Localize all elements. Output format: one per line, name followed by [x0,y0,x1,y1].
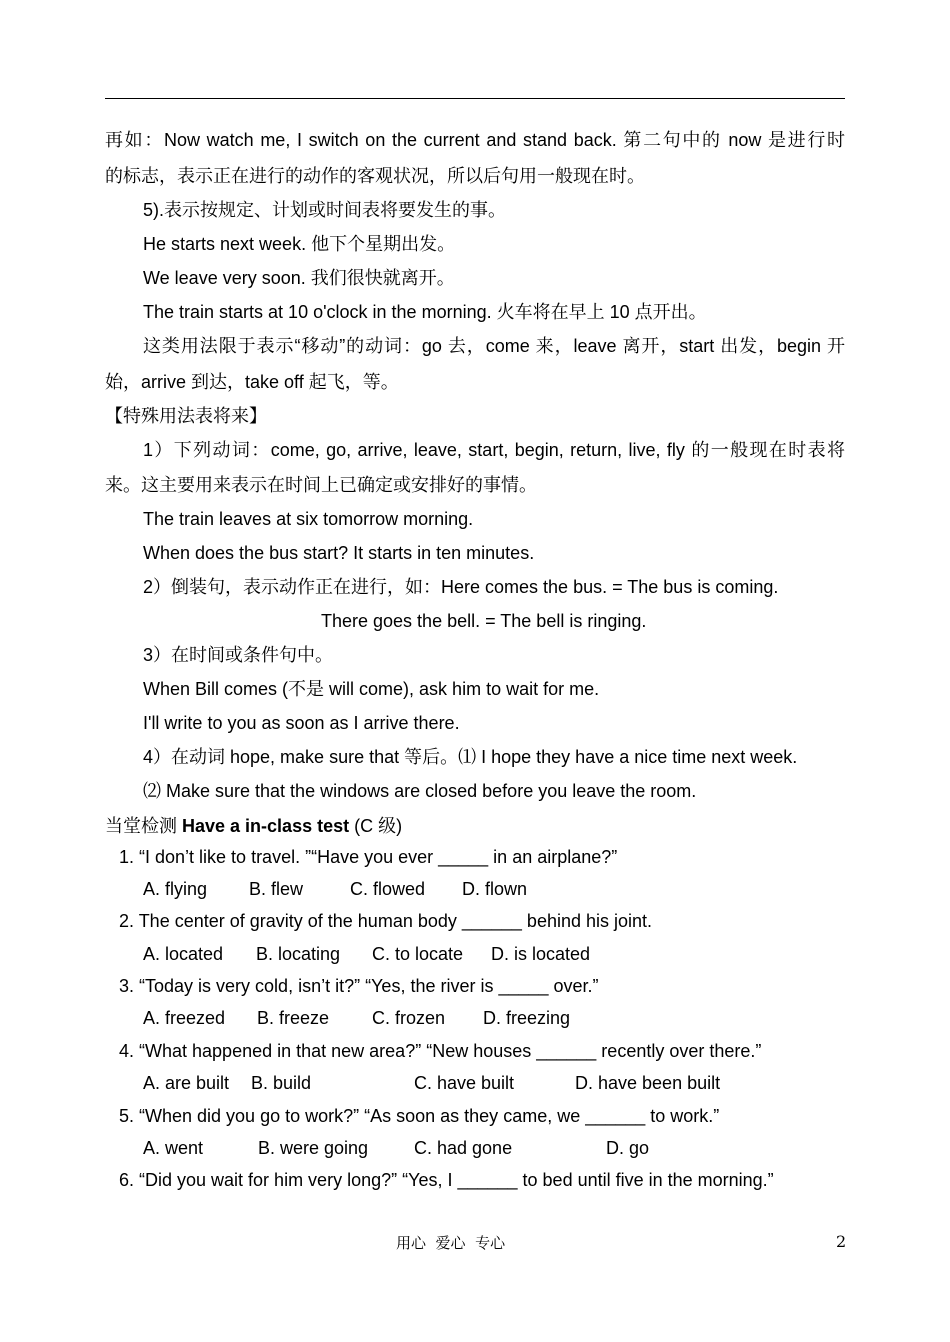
example-sentence: When Bill comes (不是 will come), ask him to wait for me. [143,679,600,699]
example-sentence: He starts next week. 他下个星期出发。 [143,234,456,254]
option-b: B. freeze [257,1008,330,1028]
paragraph-line: ⑵ Make sure that the windows are closed before you leave the room. [143,781,697,801]
section-heading: 【特殊用法表将来】 [105,406,267,426]
test-title-en: Have a in-class test [182,816,350,836]
paragraph-line: 5).表示按规定、计划或时间表将要发生的事。 [143,200,507,220]
option-b: B. flew [249,879,304,899]
option-d: D. flown [462,879,528,899]
paragraph-line: 始，arrive 到达，take off 起飞，等。 [105,372,399,392]
paragraph-line: 1）下列动词：come, go, arrive, leave, start, begin, return, live, fly 的一般现在时表将 [143,440,845,460]
paragraph-line: 2）倒装句，表示动作正在进行，如：Here comes the bus. = The bus is coming. [143,577,779,597]
option-a: A. went [143,1138,204,1158]
paragraph-line: 来。这主要用来表示在时间上已确定或安排好的事情。 [105,475,537,495]
question-stem: 6. “Did you wait for him very long?” “Yes, I ______ to bed until five in the morning.” [119,1170,774,1190]
option-a: A. located [143,944,224,964]
option-d: D. freezing [483,1008,571,1028]
example-sentence: There goes the bell. = The bell is ringing. [321,611,647,631]
option-d: D. have been built [575,1073,721,1093]
test-title-cn: 当堂检测 [105,816,183,836]
paragraph-line: 3）在时间或条件句中。 [143,645,334,665]
option-c: C. to locate [372,944,464,964]
paragraph-line: 再如：Now watch me, I switch on the current and stand back. 第二句中的 now 是进行时 [105,130,845,150]
question-stem: 1. “I don’t like to travel. ”“Have you ever _____ in an airplane?” [119,847,618,867]
option-c: C. had gone [414,1138,513,1158]
test-title [105,814,402,838]
option-a: A. are built [143,1073,230,1093]
question-stem: 3. “Today is very cold, isn’t it?” “Yes, the river is _____ over.” [119,976,599,996]
option-a: A. freezed [143,1008,226,1028]
question-stem: 5. “When did you go to work?” “As soon as they came, we ______ to work.” [119,1106,720,1126]
paragraph-line: 4）在动词 hope, make sure that 等后。⑴ I hope they have a nice time next week. [143,747,798,767]
option-d: D. go [606,1138,650,1158]
option-b: B. locating [256,944,341,964]
example-sentence: The train starts at 10 o'clock in the morning. 火车将在早上 10 点开出。 [143,302,707,322]
option-d: D. is located [491,944,591,964]
question-stem: 2. The center of gravity of the human body ______ behind his joint. [119,911,653,931]
example-sentence: We leave very soon. 我们很快就离开。 [143,268,455,288]
paragraph-line: 这类用法限于表示“移动”的动词：go 去，come 来，leave 离开，start 出发，begin 开 [143,336,845,356]
option-b: B. build [251,1073,312,1093]
test-title-level: (C 级) [349,816,403,836]
example-sentence: When does the bus start? It starts in ten minutes. [143,543,535,563]
option-c: C. have built [414,1073,515,1093]
header-rule [105,98,845,99]
option-a: A. flying [143,879,208,899]
option-b: B. were going [258,1138,369,1158]
paragraph-line: 的标志，表示正在进行的动作的客观状况，所以后句用一般现在时。 [105,166,645,186]
option-c: C. flowed [350,879,426,899]
page-number: 2 [836,1232,847,1251]
option-c: C. frozen [372,1008,446,1028]
example-sentence: I'll write to you as soon as I arrive there. [143,713,460,733]
example-sentence: The train leaves at six tomorrow morning. [143,509,474,529]
footer-motto: 用心 爱心 专心 [396,1234,506,1252]
question-stem: 4. “What happened in that new area?” “New houses ______ recently over there.” [119,1041,762,1061]
